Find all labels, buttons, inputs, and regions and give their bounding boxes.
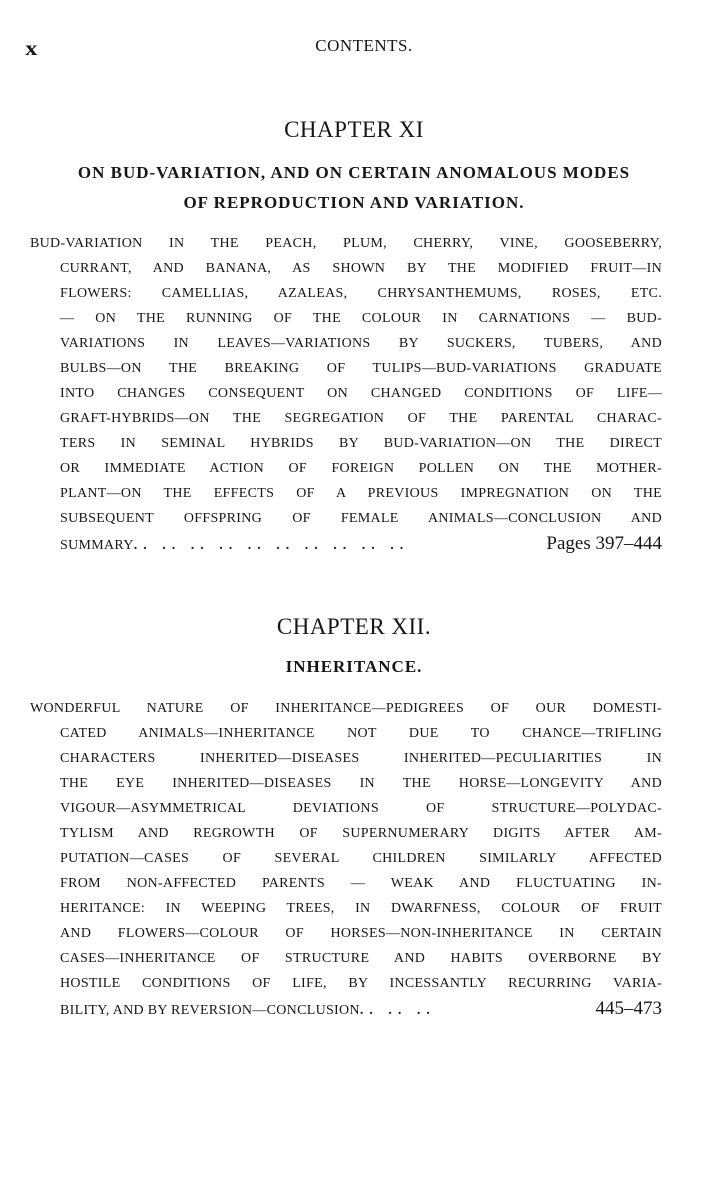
chapter-subtitle-line: OF REPRODUCTION AND VARIATION. (183, 193, 525, 212)
page-number: x (25, 36, 38, 60)
chapter-subtitle-line: ON BUD-VARIATION, AND ON CERTAIN ANOMALOUS MODES (77, 163, 631, 182)
summary-line: CASES—INHERITANCE OF STRUCTURE AND HABITS OVERBORNE BY (60, 951, 662, 966)
chapter-title: CHAPTER XII. (276, 614, 432, 639)
summary-line: CHARACTERS INHERITED—DISEASES INHERITED—PECULIARITIES IN (60, 751, 662, 766)
chapter-subtitle-line: INHERITANCE. (285, 657, 423, 676)
running-head (0, 36, 708, 60)
summary-line: VARIATIONS IN LEAVES—VARIATIONS BY SUCKERS, TUBERS, AND (60, 336, 662, 351)
page-range: Pages 397–444 (546, 533, 662, 554)
chapter-subtitle (0, 158, 708, 218)
summary-line: GRAFT-HYBRIDS—ON THE SEGREGATION OF THE PARENTAL CHARAC- (60, 411, 662, 426)
summary-line: — ON THE RUNNING OF THE COLOUR IN CARNATIONS — BUD- (60, 311, 662, 326)
summary-last-line (30, 996, 662, 1021)
summary-line: VIGOUR—ASYMMETRICAL DEVIATIONS OF STRUCTURE—POLYDAC- (60, 801, 662, 816)
summary-line: AND FLOWERS—COLOUR OF HORSES—NON-INHERITANCE IN CERTAIN (60, 926, 662, 941)
summary-line: BULBS—ON THE BREAKING OF TULIPS—BUD-VARIATIONS GRADUATE (60, 361, 662, 376)
summary-last-text: BILITY, AND BY REVERSION—CONCLUSION (60, 1003, 360, 1018)
summary-line: PUTATION—CASES OF SEVERAL CHILDREN SIMILARLY AFFECTED (60, 851, 662, 866)
summary-line: INTO CHANGES CONSEQUENT ON CHANGED CONDITIONS OF LIFE— (60, 386, 662, 401)
dot-leader: .. .. .. .. .. .. .. .. .. .. (133, 538, 410, 553)
summary-line: OR IMMEDIATE ACTION OF FOREIGN POLLEN ON THE MOTHER- (60, 461, 662, 476)
summary-line: HOSTILE CONDITIONS OF LIFE, BY INCESSANTLY RECURRING VARIA- (60, 976, 662, 991)
dot-leader: .. .. .. (359, 1003, 436, 1018)
summary-line: SUBSEQUENT OFFSPRING OF FEMALE ANIMALS—CONCLUSION AND (60, 511, 662, 526)
summary-line: FROM NON-AFFECTED PARENTS — WEAK AND FLUCTUATING IN- (60, 876, 662, 891)
summary-line: THE EYE INHERITED—DISEASES IN THE HORSE—LONGEVITY AND (60, 776, 662, 791)
chapter-title: CHAPTER XI (284, 117, 424, 142)
summary-last-text: SUMMARY (60, 538, 134, 553)
summary-line: CATED ANIMALS—INHERITANCE NOT DUE TO CHANCE—TRIFLING (60, 726, 662, 741)
page-range: 445–473 (595, 998, 662, 1019)
summary-line: BUD-VARIATION IN THE PEACH, PLUM, CHERRY, VINE, GOOSEBERRY, (30, 236, 662, 251)
summary-last-line (30, 531, 662, 556)
summary-line: TERS IN SEMINAL HYBRIDS BY BUD-VARIATION—ON THE DIRECT (60, 436, 662, 451)
running-title: CONTENTS. (315, 36, 413, 55)
chapter-summary (30, 696, 662, 1021)
summary-line: CURRANT, AND BANANA, AS SHOWN BY THE MODIFIED FRUIT—IN (60, 261, 662, 276)
summary-line: WONDERFUL NATURE OF INHERITANCE—PEDIGREES OF OUR DOMESTI- (30, 701, 662, 716)
chapter-summary (30, 231, 662, 556)
summary-line: FLOWERS: CAMELLIAS, AZALEAS, CHRYSANTHEMUMS, ROSES, ETC. (60, 286, 662, 301)
chapter-subtitle (0, 652, 708, 682)
summary-line: HERITANCE: IN WEEPING TREES, IN DWARFNESS, COLOUR OF FRUIT (60, 901, 662, 916)
summary-line: TYLISM AND REGROWTH OF SUPERNUMERARY DIGITS AFTER AM- (60, 826, 662, 841)
summary-line: PLANT—ON THE EFFECTS OF A PREVIOUS IMPREGNATION ON THE (60, 486, 662, 501)
